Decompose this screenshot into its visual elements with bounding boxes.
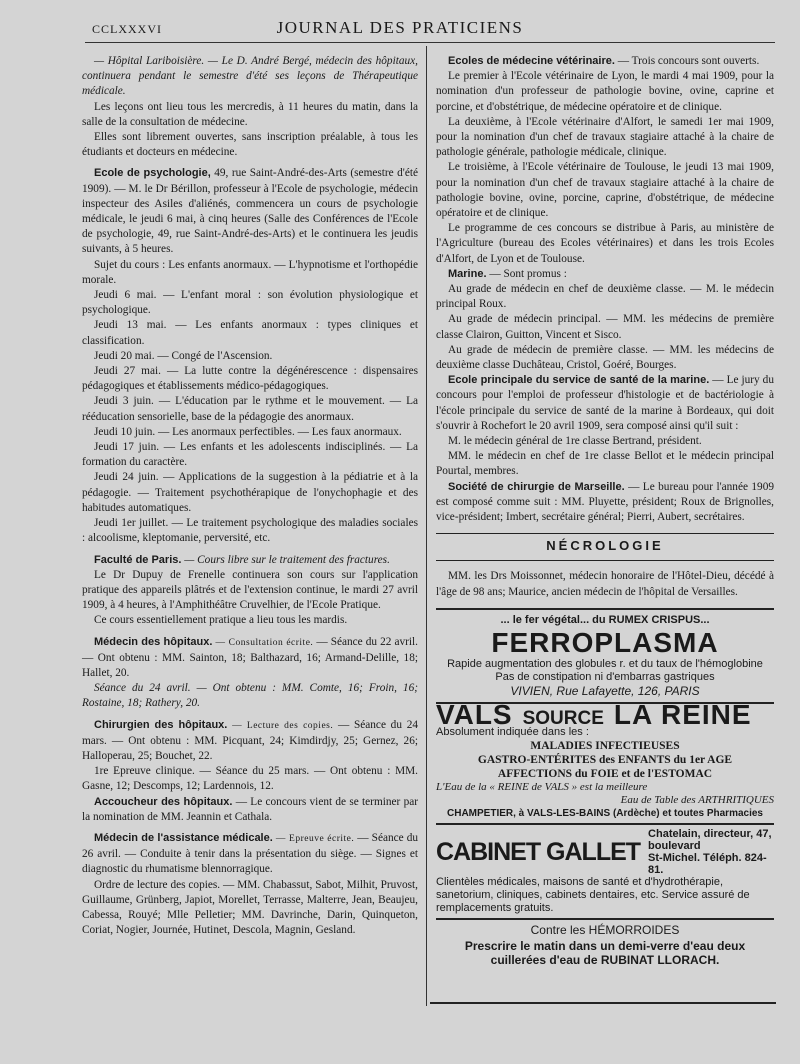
- paragraph: Le troisième, à l'Ecole vétérinaire de Toulouse, le jeudi 13 mai 1909, pour la nomination d'un chef de travaux stagiaire attaché à la chaire de pathologie bovine, ovine, porcine, caprine, d'obstétrique, de médecine opératoire et de clinique.: [436, 161, 774, 220]
- paragraph: 1re Epreuve clinique. — Séance du 25 mars. — Ont obtenu : MM. Gasne, 12; Descomps, 12; Lardennois, 12.: [82, 765, 418, 793]
- header-rule: [85, 42, 775, 43]
- section-heading: Médecin de l'assistance médicale.: [94, 831, 273, 844]
- ad-line: Prescrire le matin dans un demi-verre d'eau deux cuillerées d'eau de RUBINAT LLORACH.: [464, 938, 746, 967]
- paragraph-text: — Sont promus :: [486, 267, 567, 280]
- paragraph-text: — Hôpital Lariboisière. — Le D. André Bergé, médecin des hôpitaux, continuera pendant le semestre d'été ses leçons de Thérapeutique médicale.: [82, 55, 418, 98]
- section-heading: Faculté de Paris.: [94, 553, 182, 566]
- paragraph-text: — Cours libre sur le traitement des fractures.: [181, 553, 390, 566]
- paragraph: [82, 553, 418, 568]
- paragraph: Jeudi 10 juin. — Les anormaux perfectibles. — Les faux anormaux.: [94, 425, 402, 438]
- paragraph: Le premier à l'Ecole vétérinaire de Lyon, le mardi 4 mai 1909, pour la nomination d'un professeur de pathologie bovine, ovine, caprine et porcine, et d'obstétrique, de médecine opératoire et de clinique.: [436, 70, 774, 113]
- ad-brand: LA REINE: [613, 699, 752, 731]
- right-column: [436, 54, 774, 970]
- subheading: — Epreuve écrite.: [272, 833, 355, 844]
- ad-line: ... le fer végétal... du RUMEX CRISPUS...: [500, 613, 710, 626]
- page-header: [0, 0, 800, 40]
- ad-line: L'Eau de la « REINE de VALS » est la meilleure: [436, 781, 648, 794]
- ad-line: AFFECTIONS du FOIE et de l'ESTOMAC: [497, 768, 713, 781]
- paragraph: [82, 795, 418, 825]
- paragraph: Ordre de lecture des copies. — MM. Chabassut, Sabot, Milhit, Pruvost, Guillaume, Grünberg, Japiot, Morellet, Terrasse, Malterre, Jean, Beaujeu, Cabessa, Rouyé; Mlle Pelletier; MM. Davrinche, Darin, Quinqueton, Coriat, Nogier, Journée, Hutinet, Descola, Magnin, Gesland.: [82, 878, 418, 937]
- ad-brand: FERROPLASMA: [491, 626, 719, 658]
- ad-address: St-Michel. Téléph. 824-81.: [648, 852, 767, 877]
- section-heading: Ecole de psychologie,: [94, 167, 211, 180]
- footer-rule: [430, 1002, 776, 1004]
- paragraph: La deuxième, à l'Ecole vétérinaire d'Alfort, le samedi 1er mai 1909, pour la nomination d'un chef de travaux stagiaire attaché à la chaire de pathologie générale, pathologie médicale, clinique.: [436, 115, 774, 159]
- subheading: — Lecture des copies.: [227, 720, 334, 731]
- necrology-title: NÉCROLOGIE: [546, 538, 664, 554]
- ad-line: Pas de constipation ni d'embarras gastriques: [495, 670, 715, 683]
- paragraph: Elles sont librement ouvertes, sans inscription préalable, à tous les étudiants et docteurs en médecine.: [82, 131, 418, 159]
- paragraph: Jeudi 20 mai. — Congé de l'Ascension.: [94, 349, 273, 362]
- paragraph: MM. les Drs Moissonnet, médecin honoraire de l'Hôtel-Dieu, décédé à l'âge de 98 ans; Maurice, ancien médecin de l'hôpital de Versailles.: [436, 570, 774, 598]
- paragraph: Au grade de médecin en chef de deuxième classe. — M. le médecin principal Roux.: [436, 283, 774, 311]
- paragraph: Au grade de médecin de première classe. — MM. les médecins de deuxième classe Duchâteau, Cristol, Goéré, Bourges.: [436, 343, 774, 372]
- section-heading: Accoucheur des hôpitaux.: [94, 795, 233, 808]
- section-heading: Médecin des hôpitaux.: [94, 635, 213, 648]
- section-heading: Chirurgien des hôpitaux.: [94, 718, 228, 731]
- paragraph: Jeudi 24 juin. — Applications de la suggestion à la pédiatrie et à la pédagogie. — Traitement psychothérapique de l'onychophagie et des habitudes automatiques.: [82, 471, 418, 514]
- ad-address-block: [648, 828, 774, 876]
- paragraph: Le programme de ces concours se distribue à Paris, au ministère de l'Agriculture (bureau des Ecoles vétérinaires) et dans les trois Ecoles d'Alfort, de Lyon et de Toulouse.: [436, 222, 774, 265]
- paragraph: [436, 373, 774, 434]
- paragraph-text: — Séance du 26 avril. — Conduite à tenir dans la présentation du siège. — Signes et diagnostic du rhumatisme blennorragique.: [82, 831, 419, 876]
- ad-line: Contre les HÉMORROIDES: [530, 923, 680, 938]
- paragraph: Sujet du cours : Les enfants anormaux. — L'hypnotisme et l'orthopédie morale.: [82, 258, 418, 286]
- paragraph: [436, 480, 774, 526]
- paragraph: Au grade de médecin principal. — MM. les médecins de première classe Clairon, Guitton, Vincent et Sisco.: [436, 313, 774, 341]
- section-heading: Ecole principale du service de santé de la marine.: [448, 374, 710, 387]
- paragraph: [82, 54, 418, 100]
- paragraph-text: 49, rue Saint-André-des-Arts (semestre d'été 1909). — M. le Dr Bérillon, professeur à l'Ecole de psychologie, médecin inspecteur des Asiles d'aliénés, commencera un cours de psychologie médicale, le jeudi 6 mai, à cinq heures (Salle des Conférences de l'Ecole de psychologie, 49, rue Saint-André-des-Arts) et le continuera les jeudis suivants, à 5 heures.: [82, 167, 418, 256]
- column-rule: [426, 46, 427, 1006]
- paragraph: [436, 267, 774, 282]
- left-column: [82, 54, 418, 938]
- ad-address: VIVIEN, Rue Lafayette, 126, PARIS: [510, 683, 700, 698]
- paragraph-text: — Séance du 22 avril. — Ont obtenu : MM. Sainton, 18; Balthazard, 16; Armand-Delille, 18; Hallet, 20.: [82, 635, 418, 679]
- ad-brand: CABINET GALLET: [436, 838, 641, 867]
- ad-cabinet-gallet: [436, 823, 774, 918]
- paragraph: [82, 166, 418, 257]
- paragraph: Les leçons ont lieu tous les mercredis, à 11 heures du matin, dans la salle de la consultation de médecine.: [82, 100, 418, 128]
- ad-brand: VALS: [436, 699, 513, 731]
- paragraph: Jeudi 17 juin. — Les enfants et les adolescents indisciplinés. — La formation du caractère.: [82, 441, 418, 469]
- necrology-banner: [436, 533, 774, 561]
- paragraph: Jeudi 1er juillet. — Le traitement psychologique des maladies sociales : alcoolisme, kleptomanie, perversité, etc.: [82, 517, 418, 545]
- paragraph-text: — Le bureau pour l'année 1909 est composé comme suit : MM. Pluyette, président; Roux de Brignolles, vice-président; Imbert, secrétaire général; Pierri, Aubert, secrétaires.: [436, 480, 774, 524]
- paragraph: Jeudi 3 juin. — L'éducation par le rythme et le mouvement. — La rééducation sensorielle, base de la pédagogie des anormaux.: [82, 395, 418, 423]
- ad-brand-mid: SOURCE: [522, 708, 604, 730]
- paragraph: MM. le médecin en chef de 1re classe Bellot et le médecin principal Pourtal, membres.: [436, 450, 774, 478]
- paragraph: Jeudi 27 mai. — La lutte contre la dégénérescence : dispensaires pédagogiques et établissements médico-pédagogiques.: [82, 365, 418, 393]
- section-heading: Société de chirurgie de Marseille.: [448, 480, 625, 493]
- ad-vals: [436, 699, 774, 823]
- section-heading: Ecoles de médecine vétérinaire.: [448, 55, 615, 67]
- ad-line: Eau de Table des ARTHRITIQUES: [620, 794, 774, 807]
- paragraph: M. le médecin général de 1re classe Bertrand, président.: [448, 435, 702, 448]
- ad-address: CHAMPETIER, à VALS-LES-BAINS (Ardèche) et toutes Pharmacies: [447, 808, 763, 820]
- paragraph: [82, 635, 418, 682]
- ad-line: MALADIES INFECTIEUSES: [530, 740, 680, 753]
- ad-rubinat: [436, 918, 774, 969]
- paragraph: Le Dr Dupuy de Frenelle continuera son cours sur l'application pratique des appareils plâtrés et de l'extension continue, le mardi 27 avril 1909, à 4 heures, à l'Amphithéâtre Cruvelhier, de l'Ecole Pratique.: [82, 568, 418, 612]
- journal-title: JOURNAL DES PRATICIENS: [276, 18, 524, 37]
- paragraph: [82, 831, 418, 878]
- paragraph-text: — Le concours vient de se terminer par la nomination de MM. Jeannin et Cathala.: [82, 795, 418, 823]
- ad-brand-row: [436, 828, 774, 876]
- ad-brand-row: [436, 699, 774, 731]
- ad-description: Clientèles médicales, maisons de santé et d'hydrothérapie, sanetorium, cliniques, cabinets dentaires, etc. Service assuré de remplacements gratuits.: [436, 876, 750, 915]
- paragraph-text: — Le jury du concours pour l'emploi de professeur d'histologie et de bactériologie à l'école principale du service de santé de la marine à Bordeaux, qui doit s'ouvrir à Rochefort le 20 avril 1909, sera composé ainsi qu'il suit :: [436, 374, 774, 432]
- paragraph: Ce cours essentiellement pratique a lieu tous les mardis.: [94, 614, 348, 627]
- page-folio: CCLXXXVI: [92, 22, 162, 36]
- ad-line: GASTRO-ENTÉRITES des ENFANTS du 1er AGE: [477, 754, 733, 767]
- ad-ferroplasma: [436, 608, 774, 702]
- paragraph: [82, 718, 418, 765]
- ad-address: Chatelain, directeur, 47, boulevard: [648, 828, 772, 853]
- subheading: — Consultation écrite.: [212, 637, 314, 648]
- section-heading: Marine.: [448, 267, 487, 280]
- paragraph: Séance du 24 avril. — Ont obtenu : MM. Comte, 16; Froin, 16; Rostaine, 18; Rathery, 20.: [82, 682, 418, 710]
- paragraph: Jeudi 13 mai. — Les enfants anormaux : types cliniques et classification.: [82, 319, 418, 347]
- paragraph: [436, 54, 774, 69]
- ad-line: Absolument indiquée dans les :: [436, 726, 589, 739]
- paragraph: Jeudi 6 mai. — L'enfant moral : son évolution physiologique et psychologique.: [82, 289, 418, 317]
- paragraph-text: — Trois concours sont ouverts.: [614, 55, 760, 67]
- ad-line: Rapide augmentation des globules r. et du taux de l'hémoglobine: [447, 657, 763, 670]
- paragraph-text: — Séance du 24 mars. — Ont obtenu : MM. Picquant, 24; Kimdirdjy, 25; Gernez, 26; Halloperau, 25; Bouchet, 22.: [82, 718, 418, 762]
